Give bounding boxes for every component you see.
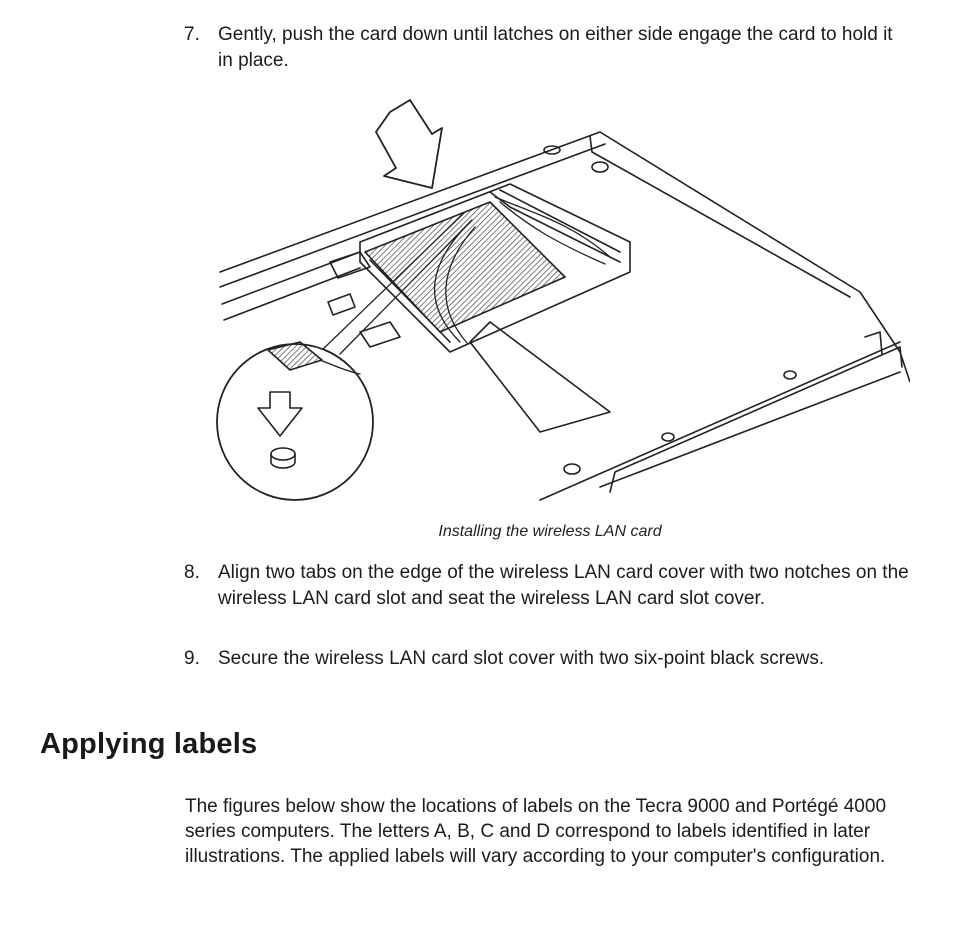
section-paragraph: The figures below show the locations of labels on the Tecra 9000 and Portégé 4000 series computers. The letters A, B, C and D correspond to labels identified in later illustrations. The applied labels will vary according to your computer's configuration.	[185, 796, 887, 867]
section-heading: Applying labels	[40, 728, 258, 760]
push-down-arrow-icon	[376, 100, 442, 188]
step-number: 8.	[184, 562, 200, 583]
step-number: 9.	[184, 648, 200, 669]
detail-inset-drawing	[217, 342, 373, 500]
step-text: Gently, push the card down until latches on either side engage the card to hold it in place.	[218, 24, 893, 71]
step-number: 7.	[184, 24, 200, 45]
step-text: Secure the wireless LAN card slot cover with two six-point black screws.	[218, 648, 825, 669]
step-text: Align two tabs on the edge of the wireless LAN card cover with two notches on the wireless LAN card slot and seat the wireless LAN card slot cover.	[218, 562, 909, 609]
wireless-lan-card-illustration	[210, 92, 910, 512]
figure-caption: Installing the wireless LAN card	[438, 523, 662, 540]
